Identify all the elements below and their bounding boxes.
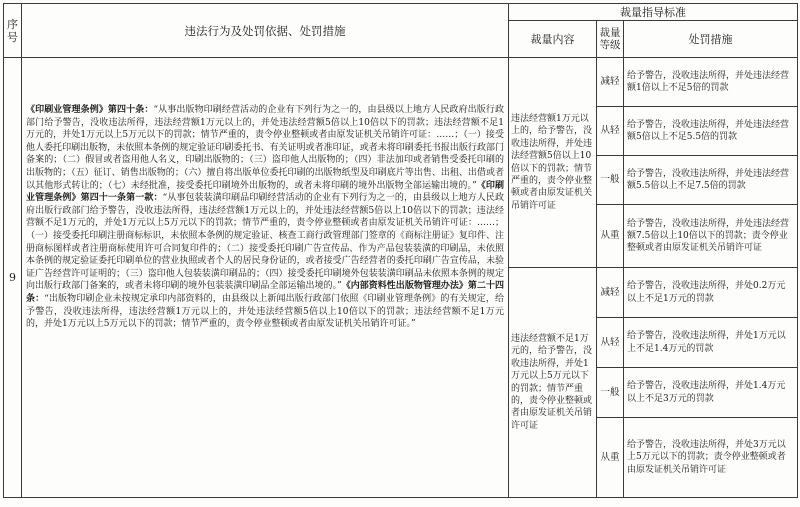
law-segment: “出版物印刷企业未按规定承印内部资料的，由县级以上新闻出版行政部门依照《印刷业管理条例》的有关规定，给予警告，没收违法所得，违法经营额1万元以上的，并处违法经营额5倍以上10倍以下的罚款；违法经营额不足1万元的，并处1万元以上5万元以下的罚款；情节严重的，责令停业整顿或者由原发证机关吊销许可证。” — [26, 293, 504, 330]
header-standard: 裁量指导标准 — [509, 4, 798, 21]
header-violation: 违法行为及处罚依据、处罚措施 — [22, 4, 509, 58]
header-level: 裁量等级 — [597, 21, 624, 58]
header-content: 裁量内容 — [509, 21, 597, 58]
law-segment: “从事包装装潢印刷品印刷经营活动的企业有下列行为之一的，由县级以上地方人民政府出版行政部门给予警告，没收违法所得，违法经营额1万元以上的，并处违法经营额5倍以上10倍以下的罚款；违法经营额不足1万元的，并处1万元以上5万元以下的罚款；情节严重的，责令停业整顿或者由原发证机关吊销许可证：……；（一）接受委托印刷注册商标标识，未依照本条例的规定验证、核查工商行政管理部门签章的《商标注册证》复印件、注册商标图样或者注册商标使用许可合同复印件的；（二）接受委托印刷广告宣传品、作为产品包装装潢的印刷品，未依照本条例的规定验证委托印刷单位的营业执照或者个人的居民身份证的，或者接受广告经营者的委托印刷广告宣传品，未验证广告经营许可证明的；（三）盗印他人包装装潢印刷品的；（四）接受委托印刷境外包装装潢印刷品未依照本条例的规定向出版行政部门备案的，或者未将印刷的境外包装装潢印刷品全部运输出境的。” — [26, 193, 504, 292]
content-cell-1: 违法经营额1万元以上的，给予警告，没收违法所得，并处违法经营额5倍以上10倍以下的罚款；情节严重的，责令停业整顿或者由原发证机关吊销许可证 — [509, 58, 597, 268]
measure-cell: 给予警告，没收违法所得，并处3万元以上5万元以下的罚款；责令停业整顿或者由原发证机关吊销许可证 — [624, 418, 798, 498]
measure-cell: 给予警告，没收违法所得，并处1万元以上不足1.4万元的罚款 — [624, 318, 798, 368]
level-cell: 从轻 — [597, 318, 624, 368]
level-cell: 从重 — [597, 205, 624, 268]
measure-cell: 给予警告，没收违法所得，并处违法经营额5.5倍以上不足7.5倍的罚款 — [624, 156, 798, 205]
content-cell-2: 违法经营额不足1万元的，给予警告，没收违法所得，并处1万元以上5万元以下的罚款；情节严重的，责令停业整顿或者由原发证机关吊销许可证 — [509, 268, 597, 498]
law-segment: 《印刷业管理条例》第四十条： — [26, 105, 154, 115]
law-segment: 《印刷业管理条例》第四十一条第一款： — [26, 180, 504, 204]
row-seq: 9 — [4, 58, 22, 498]
measure-cell: 给予警告，没收违法所得，并处违法经营额5倍以上不足5.5倍的罚款 — [624, 107, 798, 156]
measure-cell: 给予警告，没收违法所得，并处1.4万元以上不足3万元的罚款 — [624, 368, 798, 418]
level-cell: 从轻 — [597, 107, 624, 156]
level-cell: 减轻 — [597, 268, 624, 318]
level-cell: 从重 — [597, 418, 624, 498]
law-segment: “从事出版物印刷经营活动的企业有下列行为之一的，由县级以上地方人民政府出版行政部门给予警告，没收违法所得，违法经营额1万元以上的，并处违法经营额5倍以上10倍以下的罚款；违法经营额不足1万元的，并处1万元以上5万元以下的罚款；情节严重的，责令停业整顿或者由原发证机关吊销许可证：……；（一）接受他人委托印刷出版物，未依照本条例的规定验证印刷委托书、有关证明或者准印证，或者未将印刷委托书报出版行政部门备案的；（二）假冒或者盗用他人名义，印刷出版物的；（三）盗印他人出版物的；（四）非法加印或者销售受委托印刷的出版物的；（五）征订、销售出版物的；（六）擅自将出版单位委托印刷的出版物纸型及印刷底片等出售、出租、出借或者以其他形式转让的；（七）未经批准，接受委托印刷境外出版物的，或者未将印刷的境外出版物全部运输出境的。” — [26, 105, 504, 191]
header-seq: 序号 — [4, 4, 22, 58]
law-segment: 《内部资料性出版物管理办法》第二十四条： — [26, 281, 504, 304]
level-cell: 一般 — [597, 368, 624, 418]
discretion-standard-table — [3, 3, 798, 498]
measure-cell: 给予警告，没收违法所得，并处违法经营额7.5倍以上10倍以下的罚款；责令停业整顿或者由原发证机关吊销许可证 — [624, 205, 798, 268]
level-cell: 一般 — [597, 156, 624, 205]
measure-cell: 给予警告，没收违法所得，并处0.2万元以上不足1万元的罚款 — [624, 268, 798, 318]
level-cell: 减轻 — [597, 58, 624, 107]
measure-cell: 给予警告，没收违法所得，并处违法经营额1倍以上不足5倍的罚款 — [624, 58, 798, 107]
header-measures: 处罚措施 — [624, 21, 798, 58]
law-basis-text — [22, 58, 509, 498]
